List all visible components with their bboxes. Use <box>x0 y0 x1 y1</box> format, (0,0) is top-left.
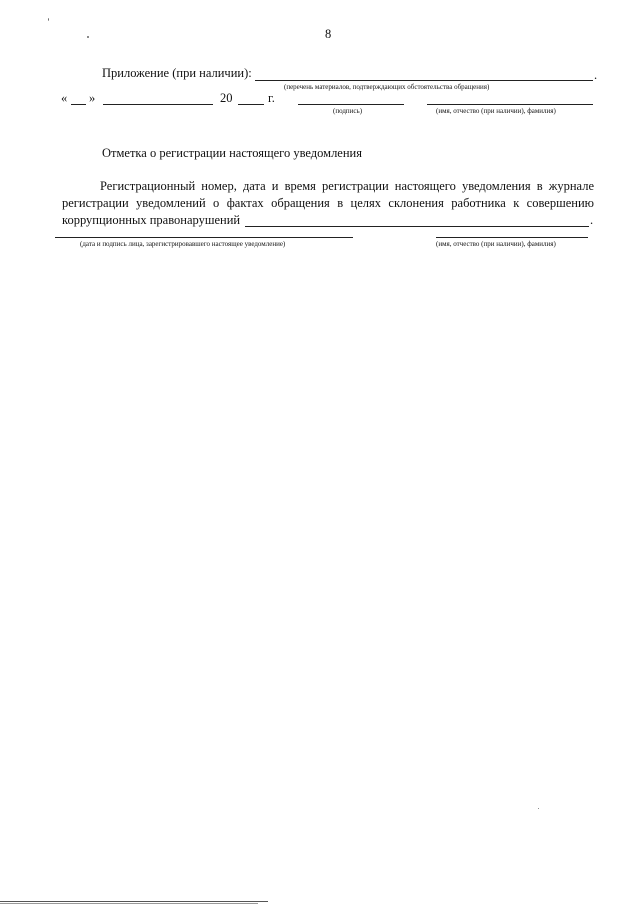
registrar-fill-line <box>55 237 353 238</box>
registration-paragraph <box>62 178 594 229</box>
year-suffix: г. <box>268 91 275 105</box>
day-fill-line <box>71 104 86 105</box>
scan-edge-line <box>0 901 268 902</box>
registrar-name-caption: (имя, отчество (при наличии), фамилия) <box>436 240 556 248</box>
paragraph-line: Регистрационный номер, дата и время регистрации настоящего уведомления в журнале <box>100 179 594 193</box>
registrar-name-fill-line <box>436 237 588 238</box>
scan-speck <box>87 36 89 38</box>
scan-speck <box>48 18 49 21</box>
paragraph-line: регистрации уведомлений о фактах обращения в целях склонения работника к совершению <box>62 196 594 210</box>
scan-edge-line <box>0 903 258 904</box>
attachment-end-mark: . <box>594 68 598 82</box>
registration-heading: Отметка о регистрации настоящего уведомления <box>102 146 362 160</box>
registration-fill-line <box>245 226 589 227</box>
date-close-quote: » <box>89 91 96 105</box>
registration-end-mark: . <box>590 213 594 227</box>
year-fill-line <box>238 104 264 105</box>
attachment-label: Приложение (при наличии): <box>102 66 252 80</box>
attachment-caption: (перечень материалов, подтверждающих обстоятельства обращения) <box>284 83 490 91</box>
attachment-fill-line <box>255 80 593 81</box>
date-open-quote: « <box>61 91 68 105</box>
scan-speck <box>538 808 539 809</box>
month-fill-line <box>103 104 213 105</box>
year-prefix: 20 <box>220 91 233 105</box>
page-number: 8 <box>325 27 332 41</box>
registrar-caption: (дата и подпись лица, зарегистрировавшего настоящее уведомление) <box>80 240 286 248</box>
name-caption: (имя, отчество (при наличии), фамилия) <box>436 107 556 115</box>
name-fill-line <box>427 104 593 105</box>
signature-fill-line <box>298 104 404 105</box>
paragraph-line: коррупционных правонарушений <box>62 213 241 227</box>
signature-caption: (подпись) <box>333 107 363 115</box>
paragraph-last-line <box>62 212 594 229</box>
